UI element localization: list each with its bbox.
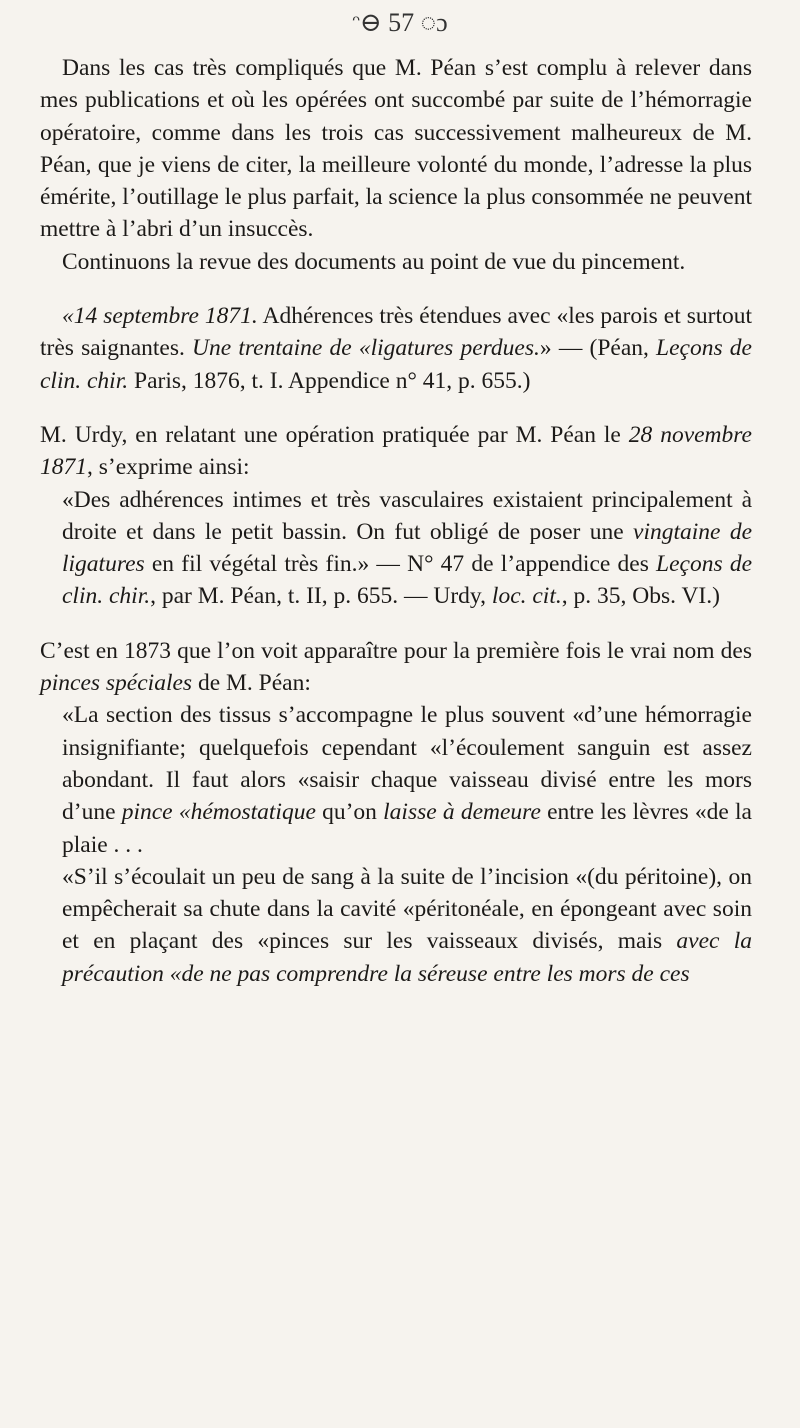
paragraph-8-quote: «S’il s’écoulait un peu de sang à la suite de l’incision «(du péritoine), on empêcherait sa chute dans la cavité «péritonéale, en épongeant avec soin et en plaçant des «pinces sur les vaisseaux divisés, mais avec la précaution «de ne pas comprendre la séreuse entre les mors de ces: [62, 863, 753, 987]
emphasis-precaution: avec la précaution «de ne pas comprendre la séreuse entre les mors de ces: [62, 928, 753, 987]
date-2: 28 novembre 1871: [40, 421, 752, 481]
emphasis-pinces: pinces spéciales: [40, 670, 193, 697]
folio-ornament-left: ᵔ⊖: [352, 8, 389, 37]
paragraph-2: Continuons la revue des documents au point de vue du pincement.: [62, 248, 686, 275]
date-1: «14 septembre 1871.: [62, 303, 258, 330]
emphasis-pince-hemostatique: pince «hémostatique: [121, 799, 316, 826]
body-text: [40, 52, 752, 990]
book-title-lecons-2: Leçons de clin. chir.: [62, 551, 752, 610]
page-number: [0, 8, 800, 38]
book-title-lecons: Leçons de clin. chir.: [40, 335, 752, 394]
paragraph-7-quote: «La section des tissus s’accompagne le plus souvent «d’une hémorragie insignifiante; quelquefois cependant «l’écoulement sanguin est assez abondant. Il faut alors «saisir chaque vaisseau divisé entre les mors d’une pince «hémostatique qu’on laisse à demeure entre les lèvres «de la plaie . . .: [62, 702, 752, 858]
emphasis-ligatures: Une trentaine de «ligatures perdues.: [192, 335, 540, 362]
paragraph-6: C’est en 1873 que l’on voit apparaître pour la première fois le vrai nom des pinces spéciales de M. Péan:: [40, 637, 752, 697]
emphasis-demeure: laisse à demeure: [383, 799, 541, 826]
page-number-value: 57: [388, 8, 415, 37]
paragraph-1: Dans les cas très compliqués que M. Péan s’est complu à relever dans mes publications et où les opérées ont succombé par suite de l’hémorragie opératoire, comme dans les trois cas successivement malheureux de M. Péan, que je viens de citer, la meilleure volonté du monde, l’adresse la plus émérite, l’outillage le plus parfait, la science la plus consommée ne peuvent mettre à l’abri d’un insuccès.: [40, 55, 752, 243]
paragraph-5-quote: «Des adhérences intimes et très vasculaires existaient principalement à droite et dans le petit bassin. On fut obligé de poser une vingtaine de ligatures en fil végétal très fin.» — N° 47 de l’appendice des Leçons de clin. chir., par M. Péan, t. II, p. 655. — Urdy, loc. cit., p. 35, Obs. VI.): [62, 486, 752, 610]
loc-cit: loc. cit.: [491, 583, 562, 610]
paragraph-4: M. Urdy, en relatant une opération pratiquée par M. Péan le 28 novembre 1871, s’exprime ainsi:: [40, 421, 752, 481]
paragraph-3-quote: «14 septembre 1871. Adhérences très étendues avec «les parois et surtout très saignantes. Une trentaine de «ligatures perdues.» — (Péan, Leçons de clin. chir. Paris, 1876, t. I. Appendice n° 41, p. 655.): [40, 303, 753, 394]
folio-ornament-right: ◌ɔ: [414, 8, 448, 37]
emphasis-vingtaine: vingtaine de ligatures: [62, 518, 752, 578]
